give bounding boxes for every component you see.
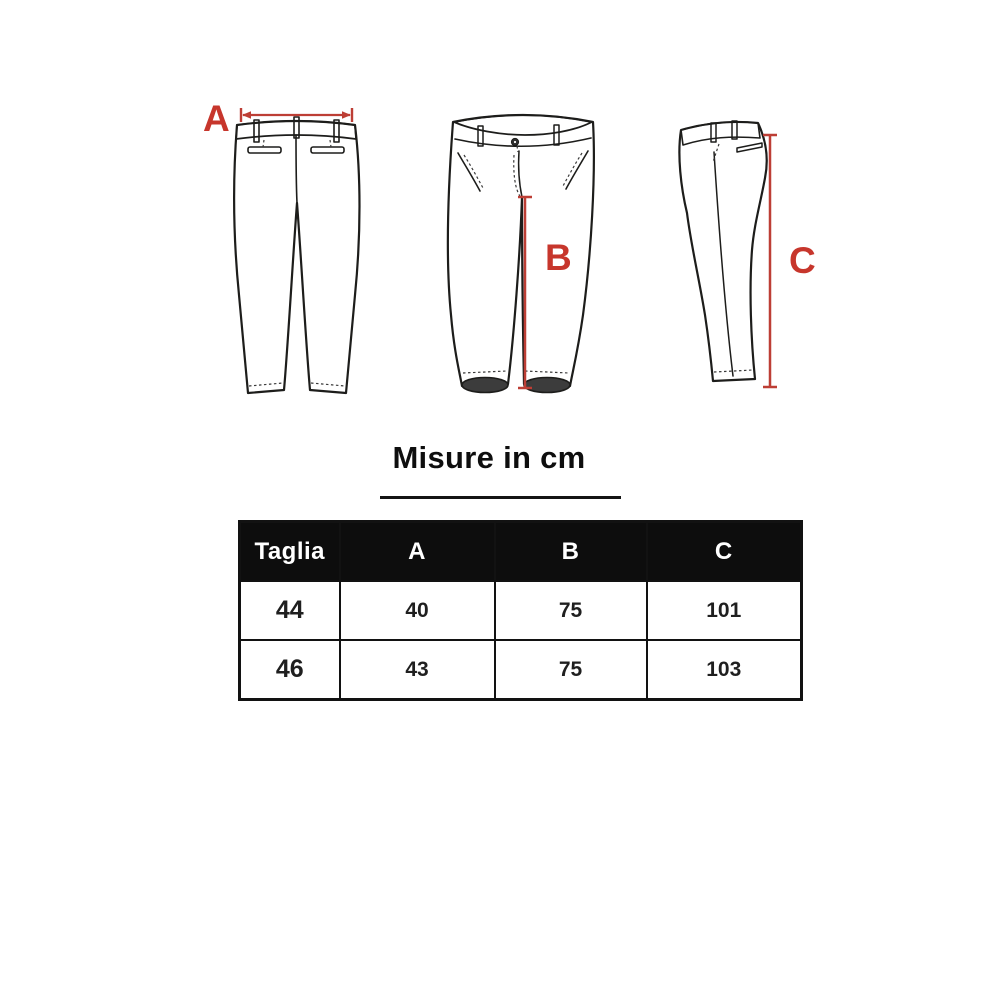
value-cell-b: 75 [495, 640, 647, 700]
table-row-size-46 [240, 640, 802, 700]
header-cell-taglia: Taglia [240, 522, 340, 582]
pants-back-view-drawing [215, 95, 380, 410]
measure-label-b: B [545, 237, 572, 278]
title-underline [380, 496, 621, 499]
side-pocket-welt [737, 143, 762, 152]
table-header-row [240, 522, 802, 582]
left-hem [462, 378, 508, 393]
header-cell-a: A [340, 522, 495, 582]
value-cell-c: 101 [647, 581, 802, 640]
table-row-size-44 [240, 581, 802, 640]
pants-front-view-drawing [443, 105, 608, 405]
pants-front-view-illustration [443, 105, 608, 405]
pants-back-view-illustration [215, 95, 380, 410]
value-cell-b: 75 [495, 581, 647, 640]
size-cell: 46 [240, 640, 340, 700]
measure-label-a: A [203, 98, 230, 139]
size-cell: 44 [240, 581, 340, 640]
header-cell-b: B [495, 522, 647, 582]
header-cell-c: C [647, 522, 802, 582]
measure-label-c: C [789, 240, 816, 281]
page-title: Misure in cm [392, 440, 586, 475]
value-cell-a: 40 [340, 581, 495, 640]
size-table [238, 520, 803, 701]
value-cell-a: 43 [340, 640, 495, 700]
value-cell-c: 103 [647, 640, 802, 700]
right-hem [524, 378, 570, 393]
